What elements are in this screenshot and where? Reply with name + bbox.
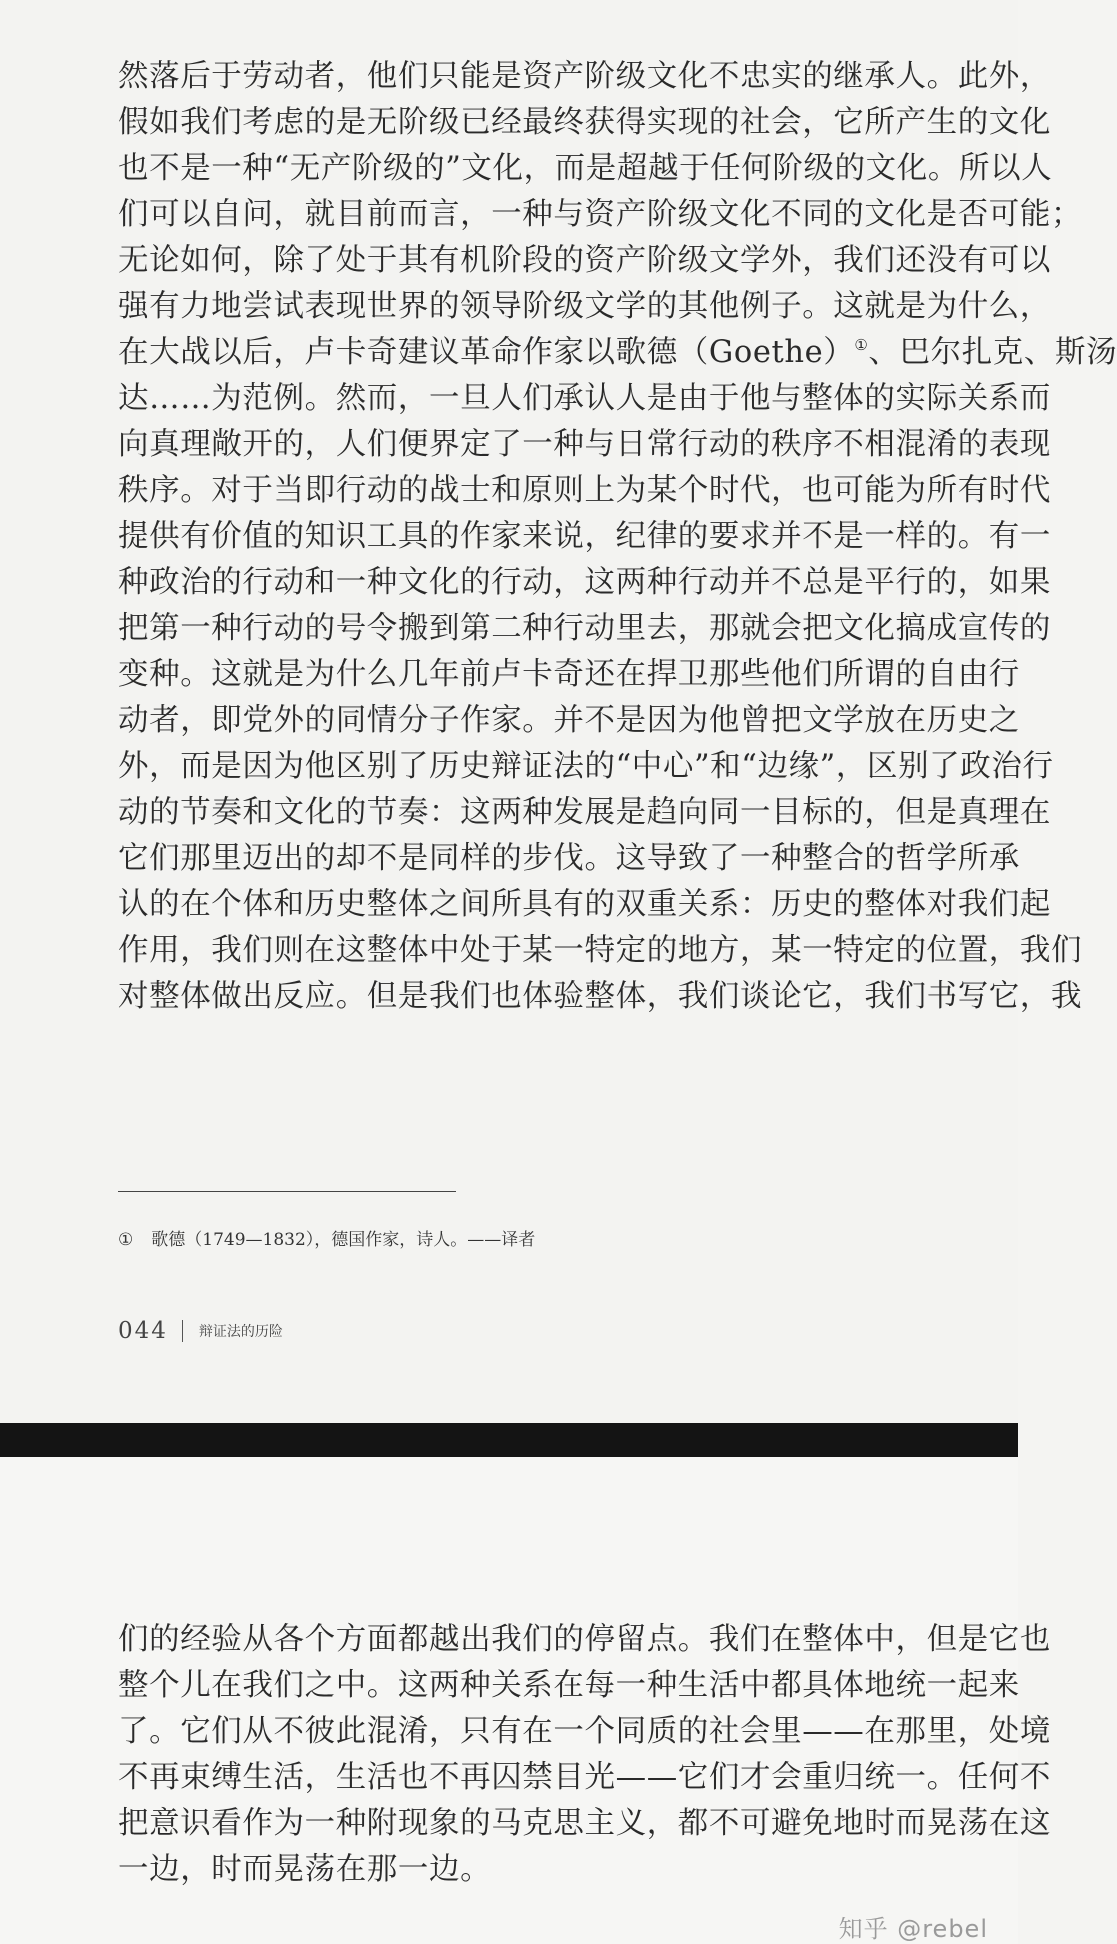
text-line: 向真理敞开的，人们便界定了一种与日常行动的秩序不相混淆的表现 (118, 427, 1051, 462)
text-line: 把第一种行动的号令搬到第二种行动里去，那就会把文化搞成宣传的 (118, 611, 1051, 646)
text-line: 不再束缚生活，生活也不再囚禁目光——它们才会重归统一。任何不 (118, 1760, 1051, 1795)
text-line-segment: 在大战以后，卢卡奇建议革命作家以歌德（Goethe） (118, 335, 855, 370)
footnote-divider (118, 1191, 456, 1192)
page1-body-text (118, 54, 1117, 1020)
running-book-title: 辩证法的历险 (198, 1324, 283, 1340)
page2-body-text (118, 1617, 1051, 1893)
page-footer (118, 1316, 283, 1346)
text-line: 它们那里迈出的却不是同样的步伐。这导致了一种整合的哲学所承 (118, 841, 1020, 876)
text-line: 变种。这就是为什么几年前卢卡奇还在捍卫那些他们所谓的自由行 (118, 657, 1020, 692)
text-line: 作用，我们则在这整体中处于某一特定的地方，某一特定的位置，我们 (118, 933, 1083, 968)
text-line: 一边，时而晃荡在那一边。 (118, 1852, 492, 1887)
text-line: 假如我们考虑的是无阶级已经最终获得实现的社会，它所产生的文化 (118, 105, 1051, 140)
footnote-reference: ① (854, 336, 869, 354)
text-line: 们的经验从各个方面都越出我们的停留点。我们在整体中，但是它也 (118, 1622, 1051, 1657)
footnote (118, 1225, 535, 1250)
text-line: 对整体做出反应。但是我们也体验整体，我们谈论它，我们书写它，我 (118, 979, 1083, 1014)
page-number: 044 (118, 1318, 168, 1344)
text-line: 种政治的行动和一种文化的行动，这两种行动并不总是平行的，如果 (118, 565, 1051, 600)
text-line-with-footnote (118, 330, 1117, 376)
text-line: 整个儿在我们之中。这两种关系在每一种生活中都具体地统一起来 (118, 1668, 1020, 1703)
footnote-text: 歌德（1749—1832），德国作家，诗人。——译者 (151, 1230, 536, 1250)
text-line: 认的在个体和历史整体之间所具有的双重关系：历史的整体对我们起 (118, 887, 1051, 922)
text-line: 们可以自问，就目前而言，一种与资产阶级文化不同的文化是否可能； (118, 197, 1083, 232)
text-line: 无论如何，除了处于其有机阶段的资产阶级文学外，我们还没有可以 (118, 243, 1051, 278)
text-line-segment: 、巴尔扎克、斯汤 (868, 335, 1117, 370)
footer-separator (182, 1320, 183, 1342)
text-line: 动的节奏和文化的节奏：这两种发展是趋向同一目标的，但是真理在 (118, 795, 1051, 830)
text-line: 提供有价值的知识工具的作家来说，纪律的要求并不是一样的。有一 (118, 519, 1051, 554)
footnote-marker: ① (118, 1230, 134, 1250)
text-line: 然落后于劳动者，他们只能是资产阶级文化不忠实的继承人。此外， (118, 59, 1051, 94)
text-line: 秩序。对于当即行动的战士和原则上为某个时代，也可能为所有时代 (118, 473, 1051, 508)
text-line: 外，而是因为他区别了历史辩证法的“中心”和“边缘”，区别了政治行 (118, 749, 1054, 784)
text-line: 强有力地尝试表现世界的领导阶级文学的其他例子。这就是为什么， (118, 289, 1051, 324)
text-line: 达……为范例。然而，一旦人们承认人是由于他与整体的实际关系而 (118, 381, 1051, 416)
text-line: 把意识看作为一种附现象的马克思主义，都不可避免地时而晃荡在这 (118, 1806, 1051, 1841)
text-line: 动者，即党外的同情分子作家。并不是因为他曾把文学放在历史之 (118, 703, 1020, 738)
watermark-text: 知乎 @rebel (838, 1915, 988, 1943)
text-line: 也不是一种“无产阶级的”文化，而是超越于任何阶级的文化。所以人 (118, 151, 1053, 186)
page-gap-band (0, 1423, 1018, 1457)
text-line: 了。它们从不彼此混淆，只有在一个同质的社会里——在那里，处境 (118, 1714, 1051, 1749)
